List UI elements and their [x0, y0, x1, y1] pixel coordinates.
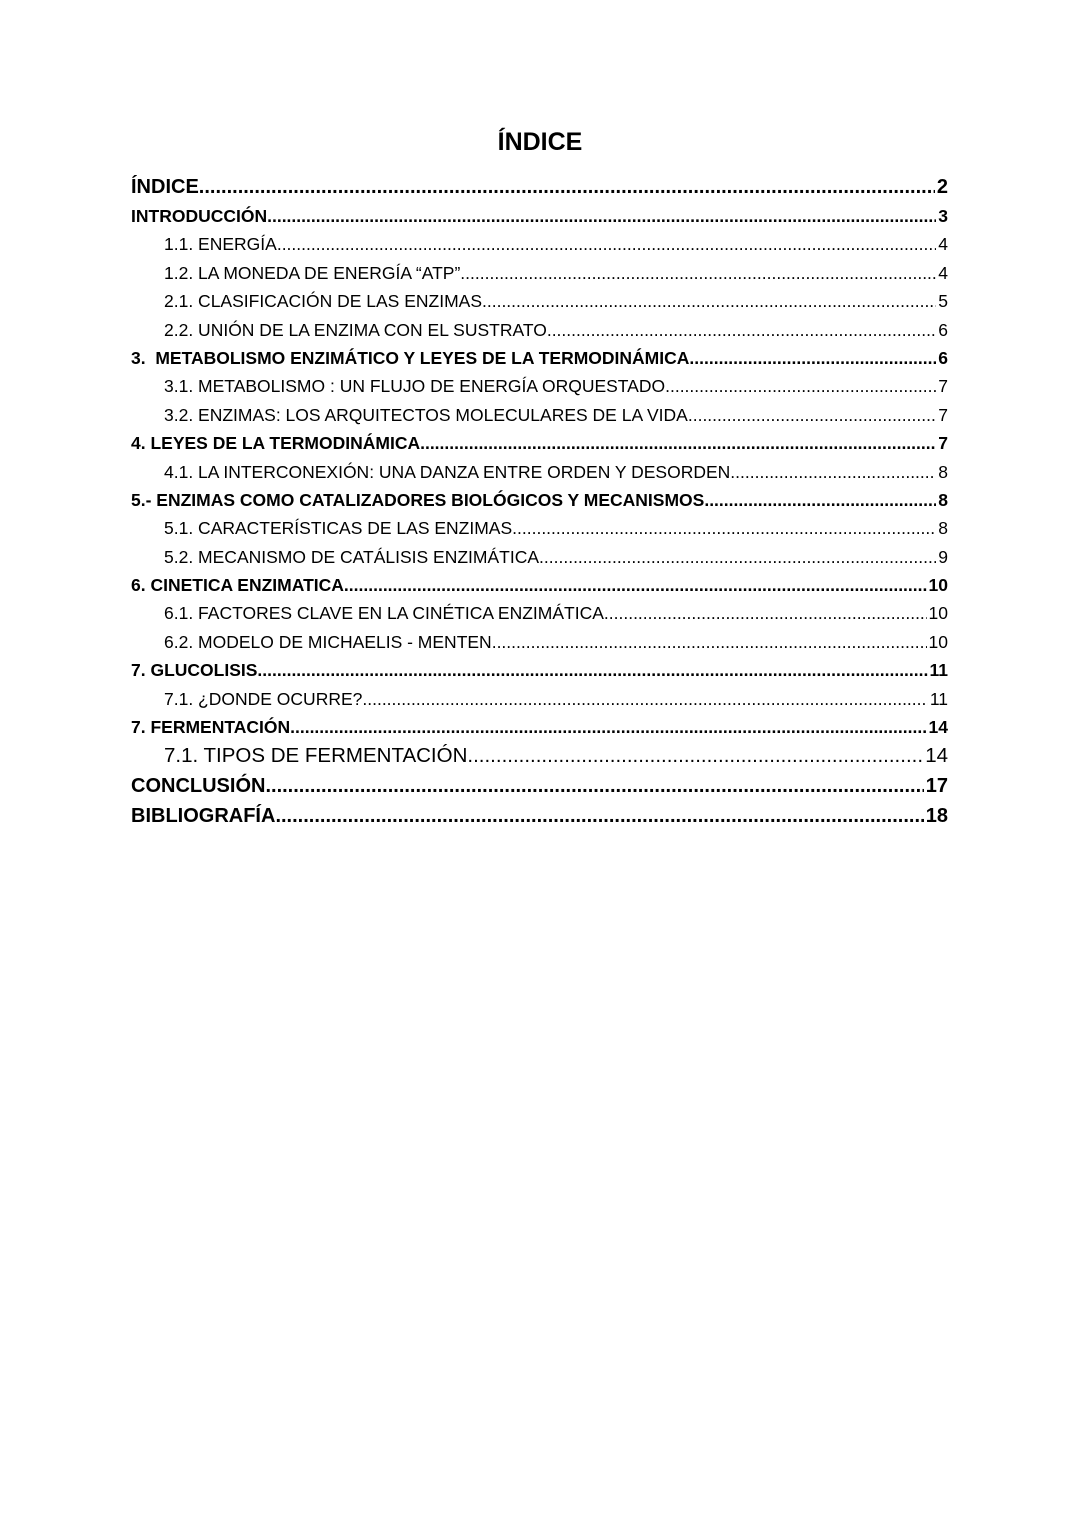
- toc-entry[interactable]: [131, 287, 948, 315]
- toc-entry[interactable]: [131, 316, 948, 344]
- toc-entry[interactable]: [131, 429, 948, 457]
- toc-entry[interactable]: [131, 713, 948, 741]
- dot-leader: [539, 543, 936, 571]
- dot-leader: [688, 401, 936, 429]
- table-of-contents: [131, 172, 948, 831]
- toc-entry[interactable]: [131, 259, 948, 287]
- toc-entry-label: 7.1. TIPOS DE FERMENTACIÓN: [164, 744, 468, 768]
- dot-leader: [267, 202, 936, 230]
- toc-entry-page: 7: [938, 404, 948, 425]
- dot-leader: [199, 172, 935, 202]
- toc-entry-page: 3: [938, 206, 948, 226]
- toc-entry-label: INTRODUCCIÓN: [131, 206, 268, 226]
- dot-leader: [290, 713, 926, 741]
- toc-entry-label: 4.1. LA INTERCONEXIÓN: UNA DANZA ENTRE ORDEN Y DESORDEN: [164, 461, 731, 482]
- dot-leader: [730, 458, 936, 486]
- toc-entry-page: 10: [928, 631, 948, 652]
- dot-leader: [512, 514, 936, 542]
- toc-entry-page: 11: [929, 688, 948, 709]
- toc-entry[interactable]: [131, 656, 948, 684]
- toc-entry-label: 6.2. MODELO DE MICHAELIS - MENTEN: [164, 631, 492, 652]
- toc-entry-page: 5: [938, 291, 948, 312]
- dot-leader: [275, 801, 923, 831]
- dot-leader: [689, 344, 936, 372]
- toc-entry-page: 2: [936, 176, 948, 198]
- toc-entry-label: 3.2. ENZIMAS: LOS ARQUITECTOS MOLECULARES DE LA VIDA: [164, 404, 688, 425]
- toc-entry-page: 4: [938, 234, 948, 255]
- toc-entry-label: 3. METABOLISMO ENZIMÁTICO Y LEYES DE LA TERMODINÁMICA: [131, 347, 690, 368]
- toc-entry[interactable]: [131, 230, 948, 258]
- dot-leader: [482, 287, 936, 315]
- toc-entry-page: 8: [938, 461, 948, 482]
- dot-leader: [604, 599, 927, 627]
- toc-entry-label: 2.1. CLASIFICACIÓN DE LAS ENZIMAS: [164, 291, 482, 312]
- dot-leader: [277, 230, 936, 258]
- toc-entry[interactable]: [131, 372, 948, 400]
- dot-leader: [265, 771, 923, 801]
- toc-entry-page: 10: [928, 575, 948, 596]
- dot-leader: [460, 259, 936, 287]
- dot-leader: [547, 316, 936, 344]
- toc-entry[interactable]: [131, 202, 948, 230]
- dot-leader: [344, 571, 927, 599]
- toc-entry-page: 9: [938, 546, 948, 567]
- dot-leader: [492, 628, 927, 656]
- toc-entry-page: 8: [938, 518, 948, 539]
- toc-entry-page: 14: [928, 717, 948, 738]
- toc-entry-label: BIBLIOGRAFÍA: [131, 805, 276, 828]
- toc-entry[interactable]: [131, 458, 948, 486]
- page-title: ÍNDICE: [497, 128, 583, 156]
- toc-entry[interactable]: [131, 771, 948, 801]
- toc-entry[interactable]: [131, 172, 948, 202]
- toc-entry-label: 7. GLUCOLISIS: [131, 660, 258, 681]
- toc-entry[interactable]: [131, 344, 948, 372]
- toc-entry[interactable]: [131, 801, 948, 831]
- toc-entry-label: CONCLUSIÓN: [131, 775, 266, 798]
- toc-entry-label: 7. FERMENTACIÓN: [131, 717, 291, 738]
- toc-entry-page: 7: [938, 376, 948, 397]
- toc-entry-label: ÍNDICE: [131, 176, 199, 198]
- dot-leader: [362, 685, 927, 713]
- toc-entry-label: 1.1. ENERGÍA: [164, 234, 277, 255]
- toc-entry-page: 8: [938, 489, 948, 510]
- toc-entry-page: 6: [938, 347, 948, 368]
- toc-entry[interactable]: [131, 571, 948, 599]
- toc-entry-page: 4: [938, 262, 948, 283]
- toc-entry-label: 1.2. LA MONEDA DE ENERGÍA “ATP”: [164, 262, 461, 283]
- toc-entry[interactable]: [131, 685, 948, 713]
- toc-entry-label: 5.- ENZIMAS COMO CATALIZADORES BIOLÓGICOS Y MECANISMOS: [131, 489, 705, 510]
- dot-leader: [704, 486, 936, 514]
- dot-leader: [257, 656, 927, 684]
- toc-entry-label: 6. CINETICA ENZIMATICA: [131, 575, 344, 596]
- toc-entry-page: 18: [925, 805, 948, 828]
- dot-leader: [467, 741, 923, 771]
- toc-entry-page: 11: [929, 660, 948, 681]
- toc-entry[interactable]: [131, 401, 948, 429]
- toc-entry[interactable]: [131, 741, 948, 771]
- toc-entry-label: 7.1. ¿DONDE OCURRE?: [164, 688, 363, 709]
- toc-entry-label: 2.2. UNIÓN DE LA ENZIMA CON EL SUSTRATO: [164, 319, 547, 340]
- dot-leader: [665, 372, 936, 400]
- dot-leader: [420, 429, 936, 457]
- toc-entry-page: 14: [925, 744, 948, 768]
- toc-entry[interactable]: [131, 599, 948, 627]
- toc-entry-page: 10: [928, 603, 948, 624]
- toc-entry-label: 3.1. METABOLISMO : UN FLUJO DE ENERGÍA ORQUESTADO: [164, 376, 666, 397]
- toc-entry[interactable]: [131, 543, 948, 571]
- toc-entry[interactable]: [131, 628, 948, 656]
- toc-entry-page: 17: [925, 775, 948, 798]
- toc-entry-label: 6.1. FACTORES CLAVE EN LA CINÉTICA ENZIMÁTICA: [164, 603, 604, 624]
- toc-entry-page: 7: [938, 433, 948, 454]
- toc-entry-label: 4. LEYES DE LA TERMODINÁMICA: [131, 433, 421, 454]
- toc-entry[interactable]: [131, 514, 948, 542]
- toc-entry-label: 5.1. CARACTERÍSTICAS DE LAS ENZIMAS: [164, 518, 513, 539]
- toc-entry-label: 5.2. MECANISMO DE CATÁLISIS ENZIMÁTICA: [164, 546, 540, 567]
- toc-entry[interactable]: [131, 486, 948, 514]
- toc-entry-page: 6: [938, 319, 948, 340]
